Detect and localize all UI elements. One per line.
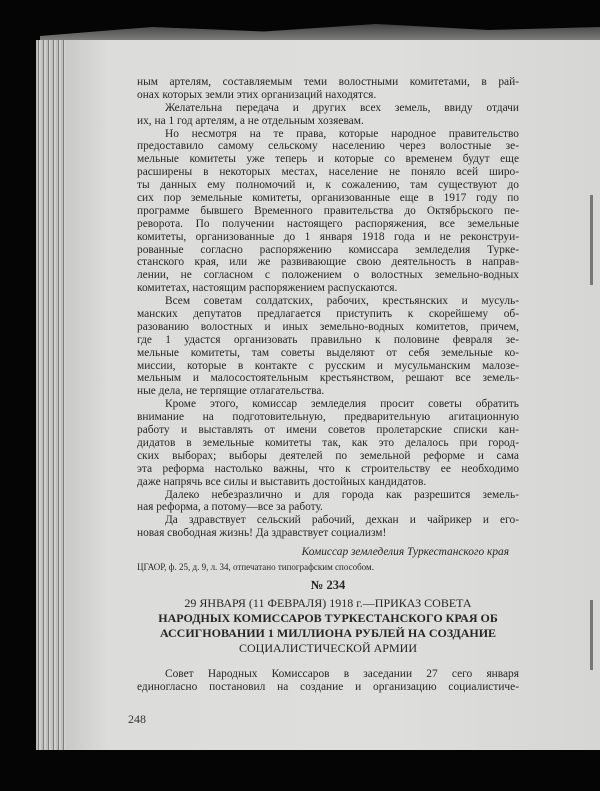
- document-body: [137, 668, 519, 694]
- text-line: расширены в некоторых местах, население не поняло всей широ-: [137, 166, 519, 179]
- document-heading: [137, 596, 519, 656]
- text-line: сих пор земельные комитеты, организованные еще в 1917 году по: [137, 192, 519, 205]
- text-line: онах которых земли этих организаций находятся.: [137, 88, 377, 101]
- text-line: Но несмотря на те права, которые народное правительство: [165, 127, 519, 140]
- page-text: [137, 76, 519, 694]
- text-line: предоставило самому сельскому населению через волостные зе-: [137, 140, 519, 153]
- text-line: реворота. По получении настоящего распоряжения, все земельные: [137, 217, 519, 230]
- heading-line: АССИГНОВАНИИ 1 МИЛЛИОНА РУБЛЕЙ НА СОЗДАНИЕ: [159, 626, 497, 641]
- text-line: мельные комитеты уже теперь и которые со временем будут еще: [137, 153, 519, 166]
- text-line: эта реформа настолько важны, что к строительству ее необходимо: [137, 462, 519, 475]
- binding-mark: [590, 600, 593, 670]
- paragraph: [137, 128, 519, 296]
- text-line: дидатов в земельные комитеты так, как это делалось при город-: [137, 436, 519, 449]
- text-line: даже напрячь все силы и выставить достойных кандидатов.: [137, 475, 427, 488]
- paragraph: [137, 102, 519, 128]
- paragraph: [137, 514, 519, 540]
- text-line: ная реформа, а потому—все за работу.: [137, 501, 323, 514]
- text-line: единогласно постановил на создание и организацию социалистиче-: [137, 680, 519, 693]
- text-line: Совет Народных Комиссаров в заседании 27 сего января: [165, 668, 519, 681]
- text-line: Всем советам солдатских, рабочих, крестьянских и мусуль-: [165, 295, 519, 308]
- binding-mark: [590, 195, 593, 285]
- text-line: ты данных ему полномочий и, к сожалению, там существуют до: [137, 179, 519, 192]
- text-line: программе бывшего Временного правительства до Октябрьского пе-: [137, 204, 519, 217]
- text-line: станского края, или же развивающие свою деятельность в направ-: [137, 256, 519, 269]
- text-line: их, на 1 год артелям, а не отдельным хозяевам.: [137, 114, 364, 127]
- text-line: разованию волостных и иных земельно-водных комитетов, причем,: [137, 320, 519, 333]
- document-body-previous: [137, 76, 519, 540]
- text-line: манских депутатов предлагается приступить к скорейшему об-: [137, 308, 519, 321]
- text-line: ских выборах; выборы деятелей по земельной реформе и сама: [137, 449, 519, 462]
- text-line: комитетах, настоящим распоряжением распускаются.: [137, 282, 398, 295]
- text-line: комитеты, организованные до 1 января 1918 года и не реконструи-: [137, 230, 519, 243]
- paragraph: [137, 76, 519, 102]
- text-line: ным артелям, составляемым теми волостными комитетами, в рай-: [137, 76, 519, 88]
- document-number: № 234: [310, 578, 346, 593]
- text-line: мельные комитеты, там советы выделяют от себя земельные ко-: [137, 346, 519, 359]
- text-line: внимание на подготовительную, предварительную агитационную: [137, 411, 519, 424]
- text-line: где 1 удастся организовать правильно к половине февраля зе-: [137, 333, 519, 346]
- text-line: Кроме этого, комиссар земледелия просит советы обратить: [165, 398, 519, 411]
- archive-source-note: ЦГАОР, ф. 25, д. 9, л. 34, отпечатано типографским способом.: [137, 562, 374, 573]
- text-line: новая свободная жизнь! Да здравствует социализм!: [137, 527, 387, 540]
- text-line: мельным и малосостоятельным крестьянством, решают все земель-: [137, 372, 519, 385]
- text-line: Далеко небезразлично и для города как разрешится земель-: [165, 488, 519, 501]
- text-line: миссии, которые в контакте с русским и мусульманским малозе-: [137, 359, 519, 372]
- text-line: работу и выставлять от имени советов пролетарские списки кан-: [137, 424, 519, 437]
- paragraph: [137, 489, 519, 515]
- paragraph: [137, 295, 519, 398]
- page-number: 248: [128, 712, 146, 726]
- paragraph: [137, 398, 519, 488]
- text-line: Желательна передача и других всех земель, ввиду отдачи: [165, 101, 519, 114]
- heading-line: 29 ЯНВАРЯ (11 ФЕВРАЛЯ) 1918 г.—ПРИКАЗ СОВЕТА: [184, 596, 472, 611]
- text-line: рованные согласно распоряжению комиссара земледелия Турке-: [137, 243, 519, 256]
- text-line: лении, не согласном с положением о волостных земельно-водных: [137, 269, 519, 282]
- signature: Комиссар земледелия Туркестанского края: [301, 546, 509, 559]
- heading-line: СОЦИАЛИСТИЧЕСКОЙ АРМИИ: [239, 641, 417, 656]
- stacked-page-edges: [36, 40, 70, 750]
- heading-line: НАРОДНЫХ КОМИССАРОВ ТУРКЕСТАНСКОГО КРАЯ ОБ: [158, 611, 498, 626]
- text-line: Да здравствует сельский рабочий, дехкан и чайрикер и его-: [165, 514, 519, 527]
- text-line: ные дела, не терпящие отлагательства.: [137, 385, 325, 398]
